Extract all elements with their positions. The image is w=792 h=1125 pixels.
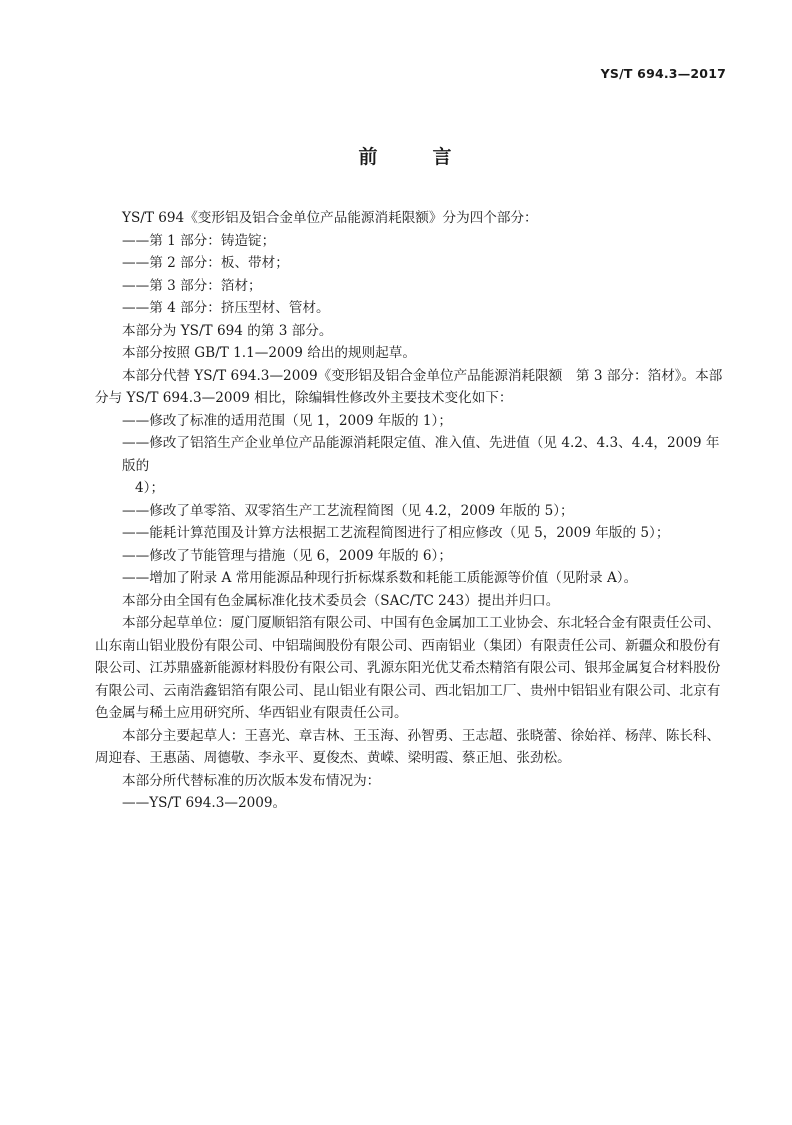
change-list-item: ——能耗计算范围及计算方法根据工艺流程简图进行了相应修改（见 5，2009 年版的 5）；: [122, 525, 670, 541]
change-list-item: ——修改了单零箔、双零箔生产工艺流程简图（见 4.2，2009 年版的 5）；: [122, 502, 574, 519]
drafting-rule-statement: 本部分按照 GB/T 1.1—2009 给出的规则起草。: [122, 345, 416, 361]
proposer-statement: 本部分由全国有色金属标准化技术委员会（SAC/TC 243）提出并归口。: [122, 592, 560, 609]
change-list-item-continuation: 4）；: [135, 480, 165, 496]
part-list-item: ——第 1 部分：铸造锭；: [122, 232, 276, 249]
change-list-item: ——修改了铝箔生产企业单位产品能源消耗限定值、准入值、先进值（见 4.2、4.3、4.4，2009 年版的: [122, 435, 720, 474]
change-list-item: ——修改了节能管理与措施（见 6，2009 年版的 6）；: [122, 547, 452, 564]
standard-code: YS/T 694.3—2017: [600, 66, 726, 81]
foreword-body: [95, 207, 727, 815]
part-list-item: ——第 2 部分：板、带材；: [122, 255, 289, 271]
intro-paragraph: YS/T 694《变形铝及铝合金单位产品能源消耗限额》分为四个部分：: [122, 210, 538, 226]
history-list-item: ——YS/T 694.3—2009。: [122, 795, 287, 811]
replacement-statement: 本部分代替 YS/T 694.3—2009《变形铝及铝合金单位产品能源消耗限额 第 3 部分：箔材》。本部分与 YS/T 694.3—2009 相比，除编辑性修改外主要技术变化如下：: [95, 367, 723, 406]
history-statement: 本部分所代替标准的历次版本发布情况为：: [122, 772, 381, 789]
change-list-item: ——修改了标准的适用范围（见 1，2009 年版的 1）；: [122, 412, 452, 429]
drafters: 本部分主要起草人：王喜光、章吉林、王玉海、孙智勇、王志超、张晓蕾、徐始祥、杨萍、陈长科、周迎春、王惠菡、周德敬、李永平、夏俊杰、黄嵘、梁明霞、蔡正旭、张劲松。: [95, 727, 721, 766]
change-list-item: ——增加了附录 A 常用能源品种现行折标煤系数和耗能工质能源等价值（见附录 A）。: [122, 570, 638, 586]
part-list-item: ——第 4 部分：挤压型材、管材。: [122, 300, 330, 316]
part-statement: 本部分为 YS/T 694 的第 3 部分。: [122, 322, 333, 339]
part-list-item: ——第 3 部分：箔材；: [122, 277, 262, 294]
page-title: 前 言: [358, 146, 470, 168]
drafting-units: 本部分起草单位：厦门厦顺铝箔有限公司、中国有色金属加工工业协会、东北轻合金有限责任公司、山东南山铝业股份有限公司、中铝瑞闽股份有限公司、西南铝业（集团）有限责任公司、新疆众和股份有限公司、江苏鼎盛新能源材料股份有限公司、乳源东阳光优艾希杰精箔有限公司、银邦金属复合材料股份有限公司、云南浩鑫铝箔有限公司、昆山铝业有限公司、西北铝加工厂、贵州中铝铝业有限公司、北京有色金属与稀土应用研究所、华西铝业有限责任公司。: [95, 615, 721, 721]
